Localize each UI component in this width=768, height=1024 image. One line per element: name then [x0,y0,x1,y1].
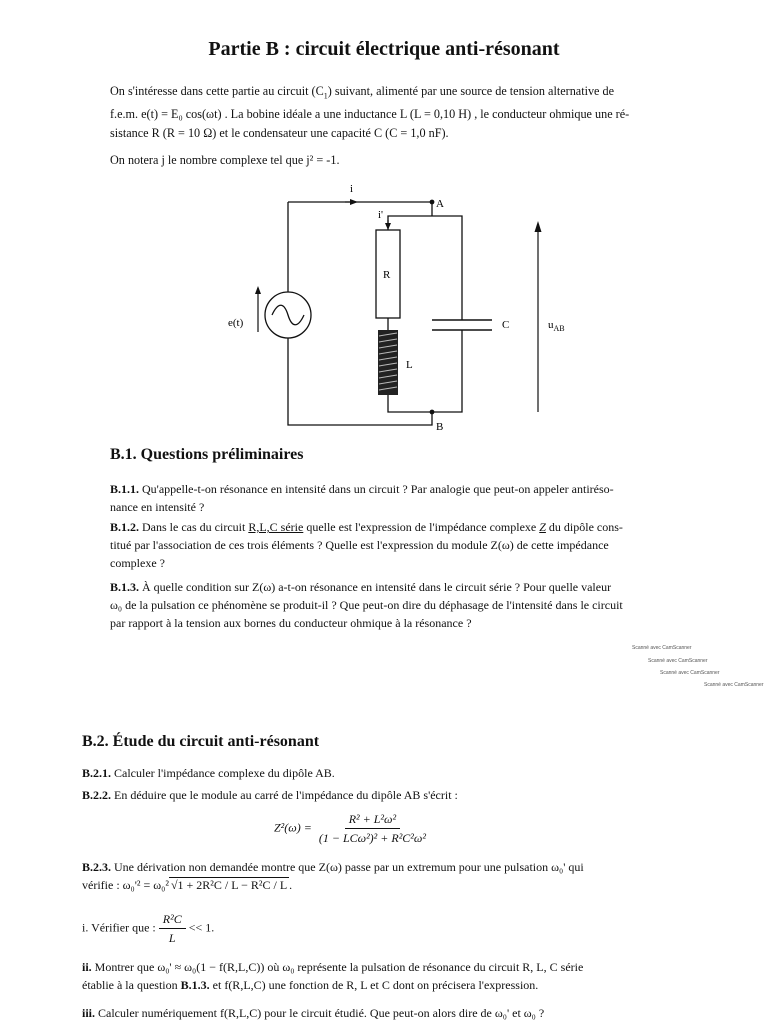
question-b2-3: B.2.3. Une dérivation non demandée montre que Z(ω) passe par un extremum pour une pulsation ω₀' qui vérifie : ω₀'² = ω₀² √1 + 2R²C / L − R²C / L . [82,860,584,892]
question-b2-3-ii: ii. Montrer que ω₀' ≈ ω₀(1 − f(R,L,C)) où ω₀ représente la pulsation de résonance du circuit R, L, C série établie à la question B.1.3. et f(R,L,C) une fonction de R, L et C dont on précisera l'expression. [82,960,584,992]
label-emf: e(t) [228,317,244,329]
wire-node-b [415,412,432,425]
label-c: C [502,319,510,331]
label-a: A [436,198,444,210]
label-l: L [406,359,413,371]
node-b-dot [430,410,435,415]
label-i-prime: i' [378,209,384,221]
node-a-dot [430,200,435,205]
intro-line-1: On s'intéresse dans cette partie au circuit $(C_1)$ suivant, alimenté par une source de tension alternative de [110,84,615,101]
formula-z-squared: Z²(ω) = $\frac{\text{R² + L²ω²}}{\text{(1 − LCω²)² + R²C²ω²}}$ [274,812,426,845]
label-i: i [350,183,354,195]
label-r: R [383,269,391,281]
emf-arrowhead [255,286,261,294]
wire-to-c-top [432,216,462,320]
question-b1-3: B.1.3. À quelle condition sur Z(ω) a-t-on résonance en intensité dans le circuit série ? Pour quelle valeur ω₀ de la pulsation ce phénomène se produit-il ? Que peut-on dire du déphasage de l'intensité dans le circuit par rapport à la tension aux bornes du conducteur ohmique à la résonance ? [110,580,623,630]
section-heading-b1: B.1. Questions préliminaires [110,446,304,463]
current-i-arrowhead [350,199,358,205]
intro-paragraph [110,82,700,143]
question-b2-2: B.2.2. En déduire que le module au carré de l'impédance du dipôle AB s'écrit : [82,788,458,802]
question-b1-1: B.1.1. Qu'appelle-t-on résonance en intensité dans un circuit ? Par analogie que peut-on appeler antiréso- nance en intensité ? [110,482,614,514]
label-b: B [436,421,444,433]
page-title: Partie B : circuit électrique anti-résonant [208,38,560,60]
circuit-diagram [220,180,580,435]
intro-line-4: On notera j le nombre complexe tel que j² = -1. [110,153,340,167]
question-b2-3-i: i. Vérifier que : $\frac{\text{R²C}}{L}$ << 1. [82,912,215,945]
wire-to-r [388,216,432,230]
label-uab: $u_{AB}$ [548,319,565,333]
scanner-mark-3: Scanné avec CamScanner [660,670,720,676]
question-b1-2: B.1.2. Dans le cas du circuit R,L,C série quelle est l'expression de l'impédance complexe Z du dipôle cons- titué par l'association de ces trois éléments ? Quelle est l'expression du module Z(ω) de cette impédance complexe ? [110,520,623,570]
section-heading-b2: B.2. Étude du circuit anti-résonant [82,733,320,750]
voltage-uab-arrowhead [535,221,542,232]
intro-line-3: sistance R (R = 10 Ω) et le condensateur une capacité C (C = 1,0 nF). [110,126,449,141]
question-b2-3-iii: iii. Calculer numériquement f(R,L,C) pour le circuit étudié. Que peut-on alors dire de ω₀' et ω₀ ? [82,1006,545,1020]
scanner-mark-1: Scanné avec CamScanner [632,645,692,651]
wire-l-c-bottom [388,330,462,412]
scanner-mark-2: Scanné avec CamScanner [648,658,708,664]
scanner-mark-4: Scanné avec CamScanner [704,682,764,688]
current-i-prime-arrowhead [385,223,391,230]
question-b2-1: B.2.1. Calculer l'impédance complexe du dipôle AB. [82,766,335,780]
intro-line-2: f.e.m. e(t) = E₀ cos(ωt) . La bobine idéale a une inductance L (L = 0,10 H) , le conducteur ohmique une ré- [110,107,630,122]
